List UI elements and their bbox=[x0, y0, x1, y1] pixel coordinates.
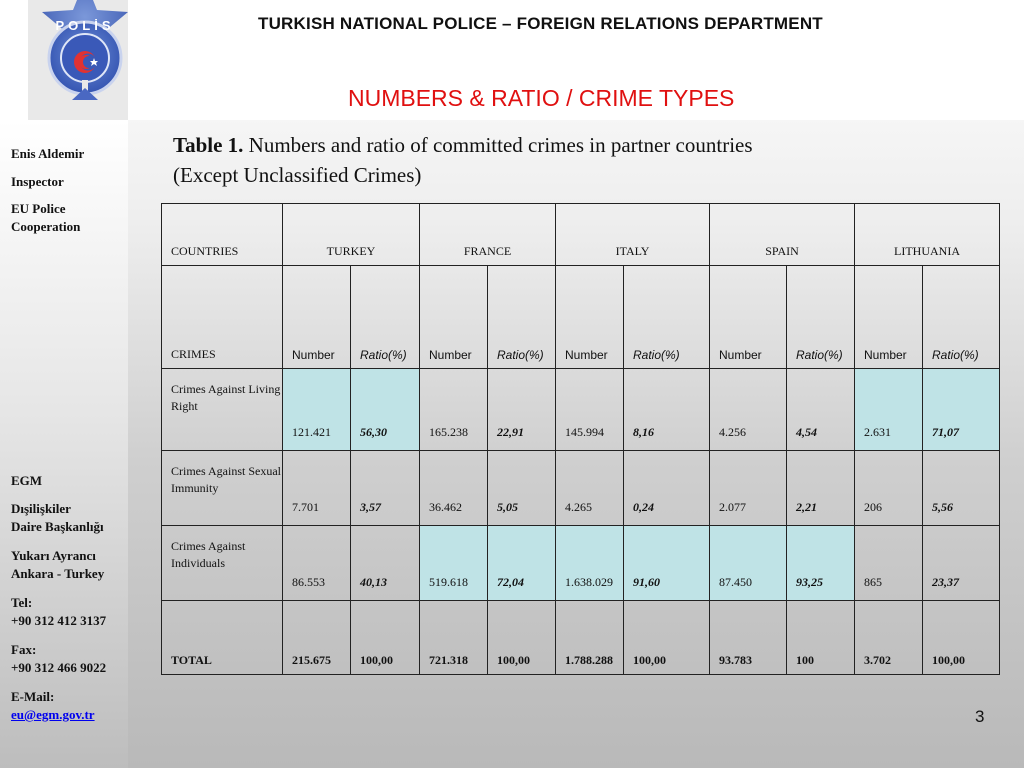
tel-number: +90 312 412 3137 bbox=[11, 613, 107, 628]
author-name: Enis Aldemir bbox=[11, 146, 85, 161]
total-number-cell: 93.783 bbox=[710, 601, 787, 675]
number-cell: 36.462 bbox=[420, 451, 488, 526]
number-cell: 86.553 bbox=[283, 526, 351, 601]
total-number-cell: 1.788.288 bbox=[556, 601, 624, 675]
dept-line-1: Dışilişkiler bbox=[11, 501, 71, 516]
number-cell: 4.256 bbox=[710, 369, 787, 451]
address-line-1: Yukarı Ayrancı bbox=[11, 548, 96, 563]
number-cell: 87.450 bbox=[710, 526, 787, 601]
number-cell: 206 bbox=[855, 451, 923, 526]
ratio-cell: 56,30 bbox=[351, 369, 420, 451]
logo-panel bbox=[28, 0, 128, 120]
crime-table bbox=[161, 203, 1000, 675]
country-header-lithuania: LITHUANIA bbox=[855, 204, 1000, 266]
table-caption bbox=[173, 130, 1003, 190]
number-header: Number bbox=[283, 266, 351, 369]
ratio-header: Ratio(%) bbox=[923, 266, 1000, 369]
number-cell: 519.618 bbox=[420, 526, 488, 601]
crime-type-label: Crimes Against Living Right bbox=[162, 369, 283, 451]
table-row bbox=[162, 369, 1000, 451]
page-number: 3 bbox=[975, 707, 985, 726]
subheader-row bbox=[162, 266, 1000, 369]
crime-type-label: Crimes Against Individuals bbox=[162, 526, 283, 601]
crimes-header: CRIMES bbox=[162, 266, 283, 369]
ratio-header: Ratio(%) bbox=[624, 266, 710, 369]
ratio-cell: 8,16 bbox=[624, 369, 710, 451]
total-ratio-cell: 100,00 bbox=[488, 601, 556, 675]
tel-label: Tel: bbox=[11, 595, 33, 610]
caption-line-1: Numbers and ratio of committed crimes in partner countries bbox=[243, 133, 753, 157]
number-cell: 865 bbox=[855, 526, 923, 601]
ratio-cell: 91,60 bbox=[624, 526, 710, 601]
sidebar bbox=[0, 120, 128, 768]
ratio-cell: 0,24 bbox=[624, 451, 710, 526]
page-title: NUMBERS & RATIO / CRIME TYPES bbox=[348, 85, 735, 111]
org-name: EGM bbox=[11, 473, 43, 488]
country-header-row bbox=[162, 204, 1000, 266]
number-cell: 4.265 bbox=[556, 451, 624, 526]
number-header: Number bbox=[855, 266, 923, 369]
number-cell: 165.238 bbox=[420, 369, 488, 451]
fax-label: Fax: bbox=[11, 642, 37, 657]
unit-line-1: EU Police bbox=[11, 201, 66, 216]
police-badge-icon bbox=[42, 0, 128, 120]
total-ratio-cell: 100 bbox=[787, 601, 855, 675]
number-cell: 2.077 bbox=[710, 451, 787, 526]
number-cell: 7.701 bbox=[283, 451, 351, 526]
country-header-france: FRANCE bbox=[420, 204, 556, 266]
ratio-cell: 2,21 bbox=[787, 451, 855, 526]
number-header: Number bbox=[420, 266, 488, 369]
countries-header: COUNTRIES bbox=[162, 204, 283, 266]
total-ratio-cell: 100,00 bbox=[923, 601, 1000, 675]
fax-number: +90 312 466 9022 bbox=[11, 660, 107, 675]
caption-line-2: (Except Unclassified Crimes) bbox=[173, 163, 422, 187]
email-link[interactable]: eu@egm.gov.tr bbox=[11, 707, 95, 722]
svg-text:POLİS: POLİS bbox=[55, 18, 115, 33]
ratio-cell: 22,91 bbox=[488, 369, 556, 451]
header-bar bbox=[0, 0, 1024, 120]
ratio-cell: 72,04 bbox=[488, 526, 556, 601]
number-cell: 1.638.029 bbox=[556, 526, 624, 601]
country-header-italy: ITALY bbox=[556, 204, 710, 266]
ratio-header: Ratio(%) bbox=[351, 266, 420, 369]
ratio-cell: 23,37 bbox=[923, 526, 1000, 601]
ratio-cell: 3,57 bbox=[351, 451, 420, 526]
ratio-cell: 5,05 bbox=[488, 451, 556, 526]
total-number-cell: 215.675 bbox=[283, 601, 351, 675]
country-header-spain: SPAIN bbox=[710, 204, 855, 266]
total-number-cell: 721.318 bbox=[420, 601, 488, 675]
ratio-cell: 93,25 bbox=[787, 526, 855, 601]
ratio-header: Ratio(%) bbox=[787, 266, 855, 369]
email-label: E-Mail: bbox=[11, 689, 55, 704]
ratio-cell: 4,54 bbox=[787, 369, 855, 451]
ratio-cell: 5,56 bbox=[923, 451, 1000, 526]
ratio-cell: 40,13 bbox=[351, 526, 420, 601]
table-row bbox=[162, 451, 1000, 526]
ratio-header: Ratio(%) bbox=[488, 266, 556, 369]
country-header-turkey: TURKEY bbox=[283, 204, 420, 266]
number-header: Number bbox=[556, 266, 624, 369]
number-cell: 121.421 bbox=[283, 369, 351, 451]
number-header: Number bbox=[710, 266, 787, 369]
caption-label: Table 1. bbox=[173, 133, 244, 157]
crime-type-label: Crimes Against Sexual Immunity bbox=[162, 451, 283, 526]
total-label: TOTAL bbox=[162, 601, 283, 675]
ratio-cell: 71,07 bbox=[923, 369, 1000, 451]
total-ratio-cell: 100,00 bbox=[624, 601, 710, 675]
table-row bbox=[162, 526, 1000, 601]
dept-line-2: Daire Başkanlığı bbox=[11, 519, 104, 534]
department-title: TURKISH NATIONAL POLICE – FOREIGN RELATIONS DEPARTMENT bbox=[258, 14, 823, 33]
unit-line-2: Cooperation bbox=[11, 219, 81, 234]
number-cell: 2.631 bbox=[855, 369, 923, 451]
total-ratio-cell: 100,00 bbox=[351, 601, 420, 675]
total-row bbox=[162, 601, 1000, 675]
author-rank: Inspector bbox=[11, 174, 64, 189]
total-number-cell: 3.702 bbox=[855, 601, 923, 675]
address-line-2: Ankara - Turkey bbox=[11, 566, 105, 581]
number-cell: 145.994 bbox=[556, 369, 624, 451]
